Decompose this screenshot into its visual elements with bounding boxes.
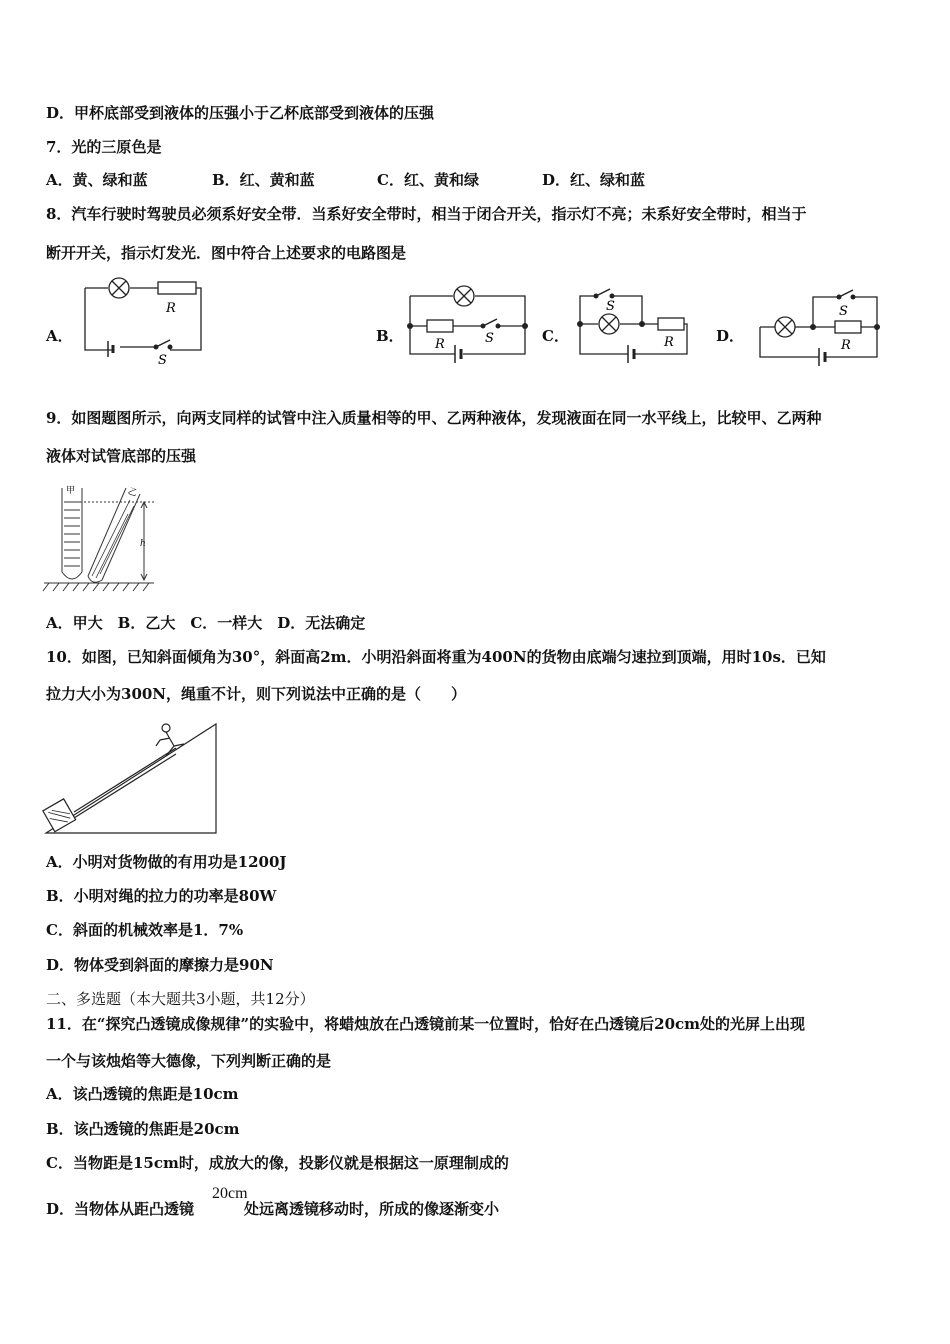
q11-stem-line1: 11．在“探究凸透镜成像规律”的实验中，将蜡烛放在凸透镜前某一位置时，恰好在凸透镜后20cm处的光屏上出现 <box>46 1015 806 1033</box>
q7-option-a: A．黄、绿和蓝 <box>46 171 148 189</box>
q7-stem: 7．光的三原色是 <box>46 138 162 156</box>
q7-option-c: C．红、黄和绿 <box>377 171 479 189</box>
resistor-label: R <box>841 338 851 353</box>
q6-option-d: D．甲杯底部受到液体的压强小于乙杯底部受到液体的压强 <box>46 104 435 122</box>
resistor-label: R <box>664 335 674 350</box>
q11-option-d-post: 处远离透镜移动时，所成的像逐渐变小 <box>244 1200 500 1218</box>
q7-options <box>46 170 645 190</box>
resistor-label: R <box>166 301 176 316</box>
tube-label-jia: 甲 <box>66 486 76 496</box>
q10-option-b: B．小明对绳的拉力的功率是80W <box>46 887 277 905</box>
q8-label-a: A． <box>46 327 73 345</box>
q7-option-d: D．红、绿和蓝 <box>542 171 646 189</box>
q11-option-a: A．该凸透镜的焦距是10cm <box>46 1085 239 1103</box>
resistor-label: R <box>435 337 445 352</box>
section-2-heading: 二、多选题（本大题共3小题，共12分） <box>46 990 315 1008</box>
q8-stem-line2: 断开开关，指示灯发光．图中符合上述要求的电路图是 <box>46 244 407 262</box>
q8-circuit-c <box>572 284 692 374</box>
q10-stem-line1: 10．如图，已知斜面倾角为30°，斜面高2m．小明沿斜面将重为400N的货物由底端匀速拉到顶端，用时10s．已知 <box>46 648 826 666</box>
q8-label-c: C． <box>542 327 569 345</box>
switch-label: S <box>606 299 615 314</box>
q8-circuit-a <box>80 274 210 370</box>
q11-option-b: B．该凸透镜的焦距是20cm <box>46 1120 240 1138</box>
q11-option-d-pre: D．当物体从距凸透镜 <box>46 1200 195 1218</box>
q10-option-a: A．小明对货物做的有用功是1200J <box>46 853 287 871</box>
q11-option-d <box>46 1199 499 1219</box>
q9-stem-line1: 9．如图题图所示，向两支同样的试管中注入质量相等的甲、乙两种液体，发现液面在同一水平线上，比较甲、乙两种 <box>46 409 822 427</box>
switch-label: S <box>485 331 494 346</box>
height-label: h <box>140 539 146 549</box>
q10-option-c: C．斜面的机械效率是1．7% <box>46 921 244 939</box>
tube-label-yi: 乙 <box>126 486 139 500</box>
q11-option-d-distance: 20cm <box>212 1185 248 1202</box>
q8-circuit-b <box>405 282 530 372</box>
q8-stem-line1: 8．汽车行驶时驾驶员必须系好安全带．当系好安全带时，相当于闭合开关，指示灯不亮；未系好安全带时，相当于 <box>46 205 807 223</box>
q11-stem-line2: 一个与该烛焰等大德像，下列判断正确的是 <box>46 1052 332 1070</box>
q8-label-d: D． <box>716 327 745 345</box>
q10-stem-line2: 拉力大小为300N，绳重不计，则下列说法中正确的是（ ） <box>46 685 467 703</box>
q10-incline-figure <box>44 716 220 838</box>
q9-stem-line2: 液体对试管底部的压强 <box>46 447 197 465</box>
q10-option-d: D．物体受到斜面的摩擦力是90N <box>46 956 274 974</box>
q9-test-tubes-figure <box>44 480 164 595</box>
switch-label: S <box>158 353 167 368</box>
q9-options: A．甲大 B．乙大 C．一样大 D．无法确定 <box>46 614 366 632</box>
q11-option-c: C．当物距是15cm时，成放大的像，投影仪就是根据这一原理制成的 <box>46 1154 509 1172</box>
q8-circuit-d <box>755 287 885 373</box>
q7-option-b: B．红、黄和蓝 <box>212 171 315 189</box>
switch-label: S <box>839 304 848 319</box>
q8-label-b: B． <box>376 327 404 345</box>
